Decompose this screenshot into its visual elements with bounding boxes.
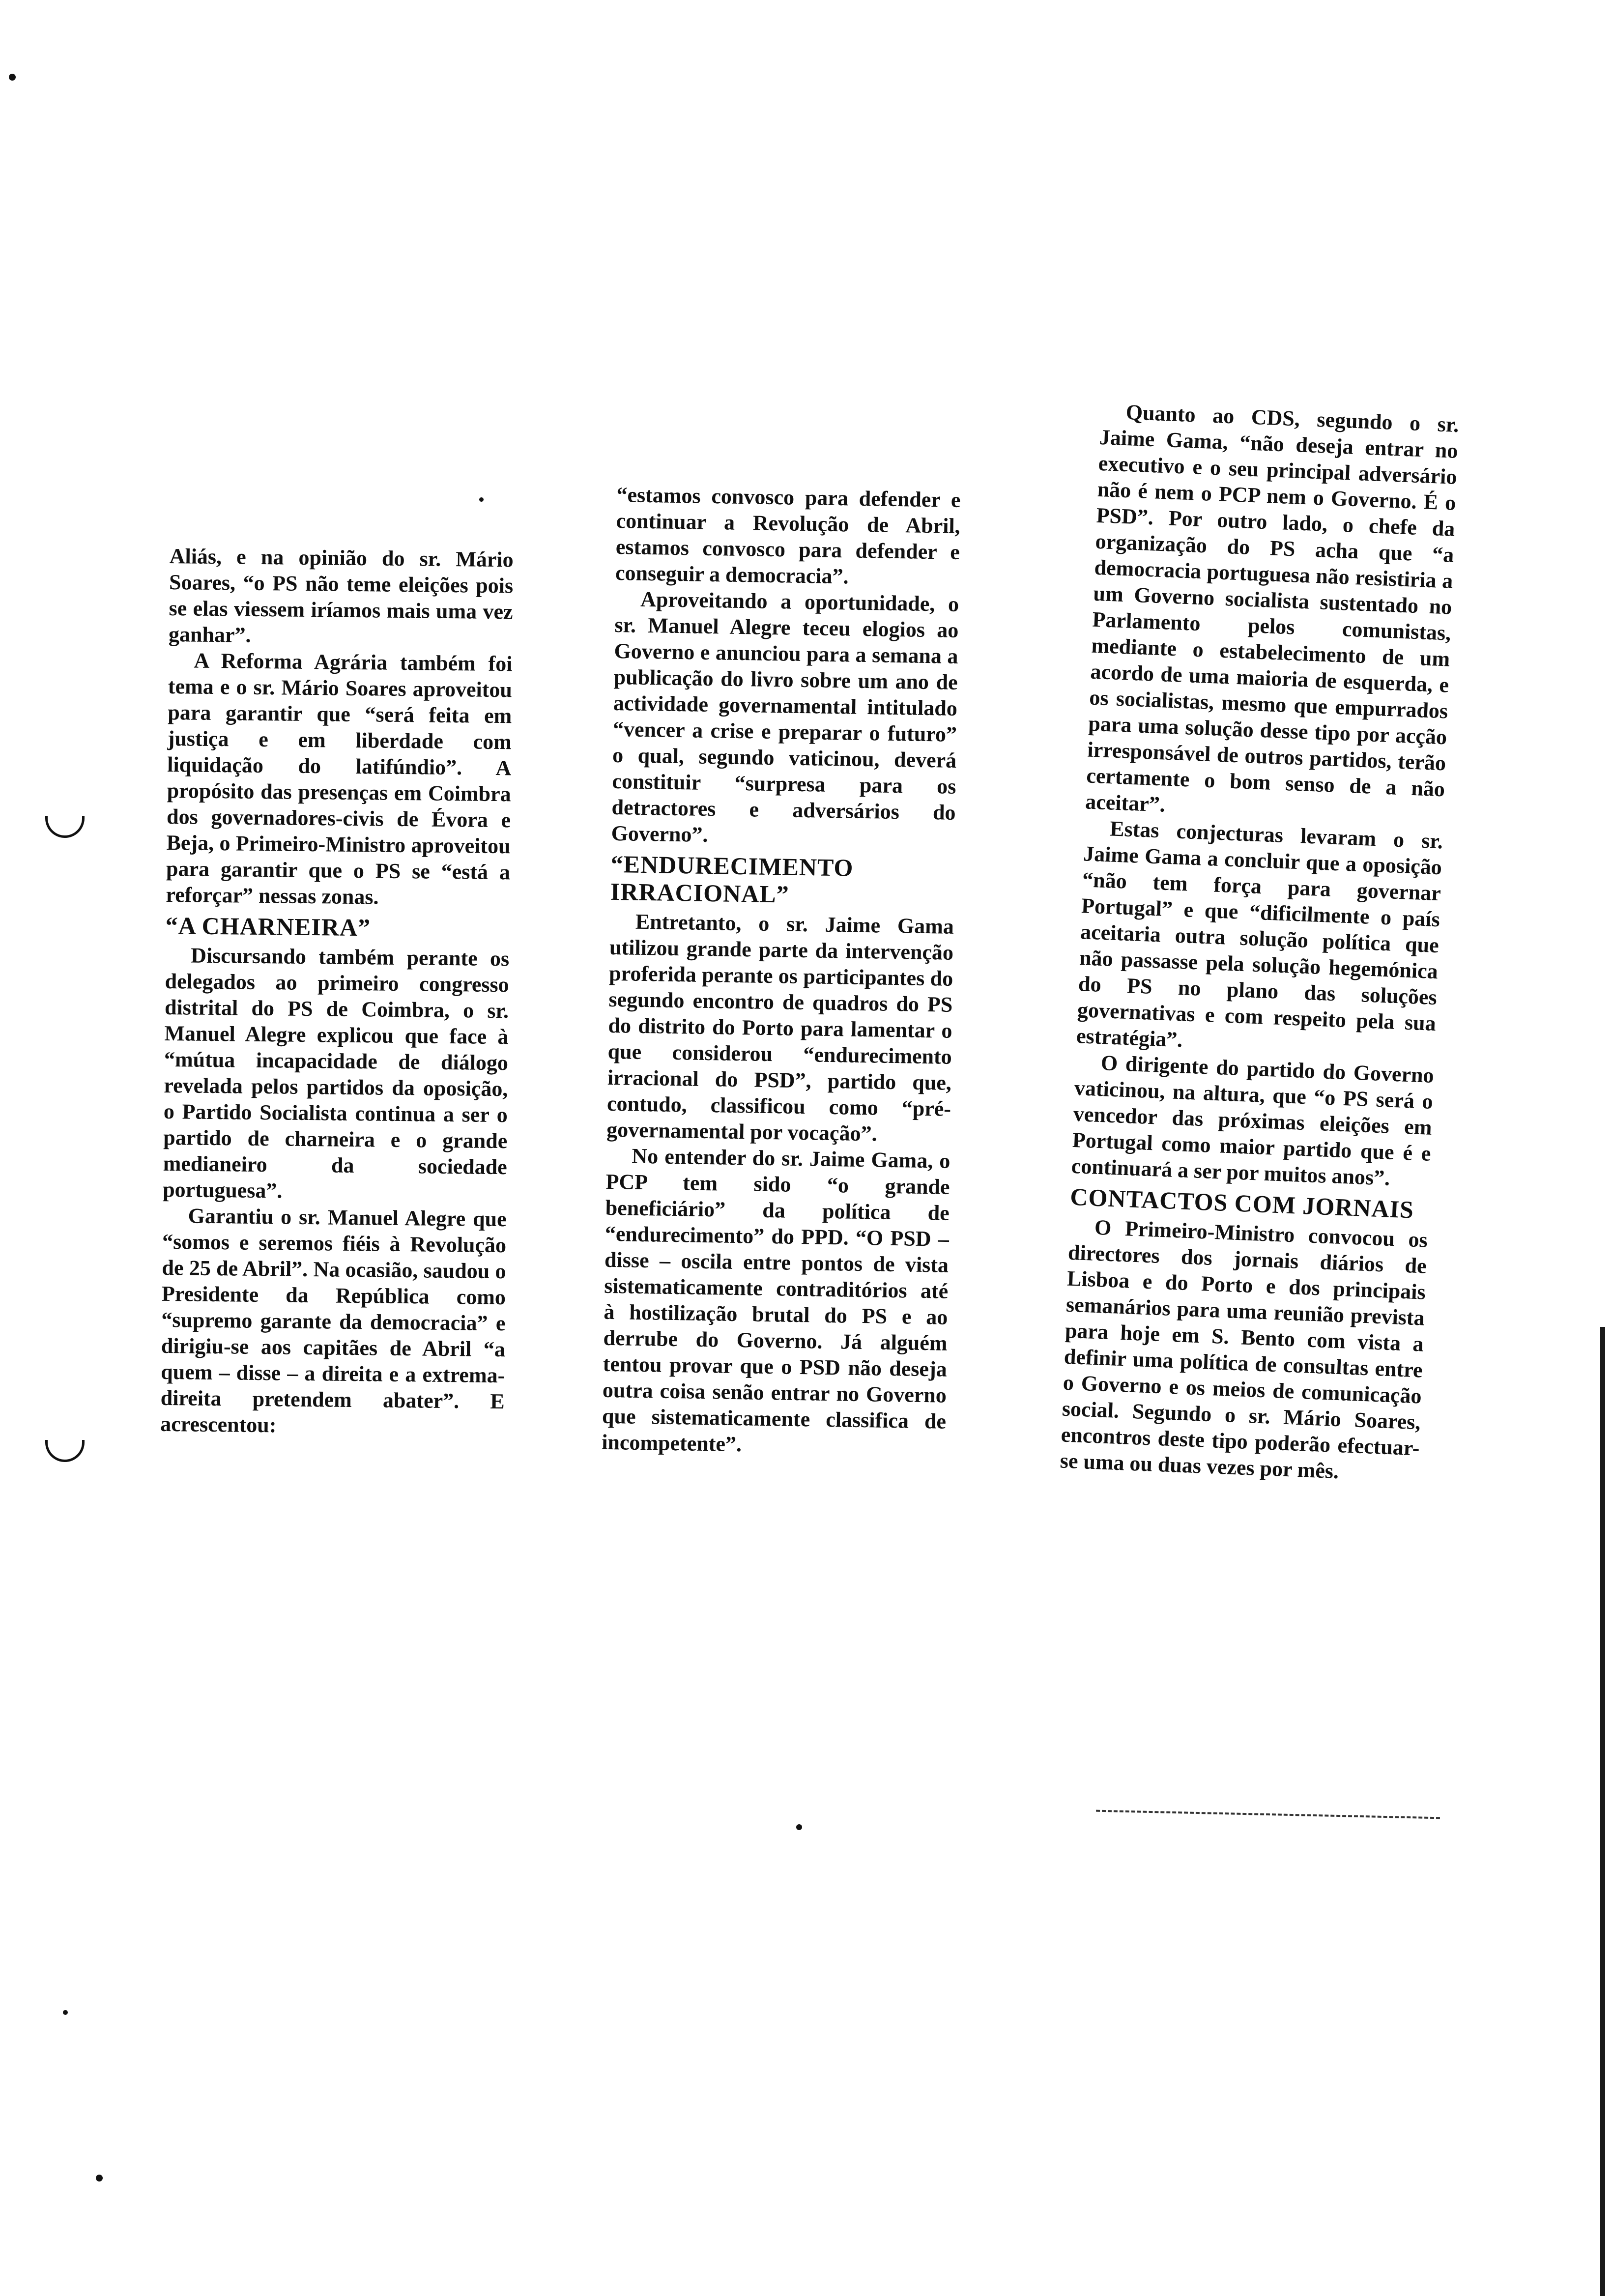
article-column-1 [160,543,514,1440]
article-column-3 [1060,398,1460,1487]
article-column-2 [602,482,961,1461]
speck [479,497,484,502]
section-heading: “A CHARNEIRA” [165,911,371,942]
paragraph: O Primeiro-Ministro convocou os directores dos jornais diários de Lisboa e do Porto e dos principais semanários para uma reunião prevista para hoje em S. Bento com vista a definir uma política de consultas entre o Governo e os meios de comunicação social. Segundo o sr. Mário Soares, encontros deste tipo poderão efectuar-se uma ou duas vezes por mês. [1060,1215,1428,1484]
paragraph: Garantiu o sr. Manuel Alegre que “somos e seremos fiéis à Revolução de 25 de Abril”. Na ocasião, saudou o Presidente da República como “supremo garante da democracia” e dirigiu-se aos capitães de Abril “a quem – disse – a direita e a extrema-direita pretendem abater”. E acrescentou: [160,1204,507,1437]
paragraph: Quanto ao CDS, segundo o sr. Jaime Gama, “não deseja entrar no executivo e o seu principal adversário não é nem o PCP nem o Governo. É o PSD”. Por outro lado, o chefe da organização do PS acha que “a democracia portuguesa não resistiria a um Governo socialista sustentado no Parlamento pelos comunistas, mediante o estabelecimento de um acordo de uma maioria de esquerda, e os socialistas, mesmo que empurrados para uma solução desse tipo por acção irresponsável de outros partidos, terão certamente o bom senso de a não aceitar”. [1085,400,1460,817]
section-heading: “ENDURECIMENTO IRRACIONAL” [610,850,854,908]
paragraph: Estas conjecturas levaram o sr. Jaime Gama a concluir que a oposição “não tem força para governar Portugal” e que “dificilmente o país aceitaria outra solução política que não passasse pela solução hegemónica do PS no plano das soluções governativas e com respeito pela sua estratégia”. [1076,816,1443,1052]
article-end-rule [1096,1810,1440,1821]
speck [9,74,16,81]
speck [63,2010,68,2015]
paragraph: Aliás, e na opinião do sr. Mário Soares, “o PS não teme eleições pois se elas viessem iríamos mais uma vez ganhar”. [168,544,514,647]
paragraph: “estamos convosco para defender e continuar a Revolução de Abril, estamos convosco para defender e conseguir a democracia”. [615,482,961,589]
speck [796,1824,802,1830]
section-heading: CONTACTOS COM JORNAIS [1069,1182,1414,1224]
paragraph: Entretanto, o sr. Jaime Gama utilizou grande parte da intervenção proferida perante os participantes do segundo encontro de quadros do PS do distrito do Porto para lamentar o que considerou “endurecimento irracional do PSD”, partido que, contudo, classificou como “pré-governamental por vocação”. [606,909,954,1146]
hole-punch-mark [45,1440,85,1462]
paragraph: A Reforma Agrária também foi tema e o sr. Mário Soares aproveitou para garantir que “será feita em justiça e em liberdade com liquidação do latifúndio”. A propósito das presenças em Coimbra dos governadores-civis de Évora e Beja, o Primeiro-Ministro aproveitou para garantir que o PS se “está a reforçar” nessas zonas. [166,648,513,909]
scan-edge-shadow [1600,1327,1605,2296]
speck [96,2175,103,2181]
paragraph: Aproveitando a oportunidade, o sr. Manuel Alegre teceu elogios ao Governo e anunciou para a semana a publicação do livro sobre um ano de actividade governamental intitulado “vencer a crise e preparar o futuro” o qual, segundo vaticinou, deverá constituir “surpresa para os detractores e adversários do Governo”. [611,587,959,847]
hole-punch-mark [45,816,85,838]
paragraph: No entender do sr. Jaime Gama, o PCP tem sido “o grande beneficiário” da política de “endurecimento” do PPD. “O PSD – disse – oscila entre pontos de vista sistematicamente contraditórios até à hostilização brutal do PS e ao derrube do Governo. Já alguém tentou provar que o PSD não deseja outra coisa senão entrar no Governo que sistematicamente classifica de incompetente”. [601,1144,950,1457]
paragraph: Discursando também perante os delegados ao primeiro congresso distrital do PS de Coimbra, o sr. Manuel Alegre explicou que face à “mútua incapacidade de diálogo revelada pelos partidos da oposição, o Partido Socialista continua a ser o partido de charneira e o grande medianeiro da sociedade portuguesa”. [162,943,510,1203]
paragraph: O dirigente do partido do Governo vaticinou, na altura, que “o PS será o vencedor das próximas eleições em Portugal como maior partido que é e continuará a ser por muitos anos”. [1071,1051,1435,1190]
